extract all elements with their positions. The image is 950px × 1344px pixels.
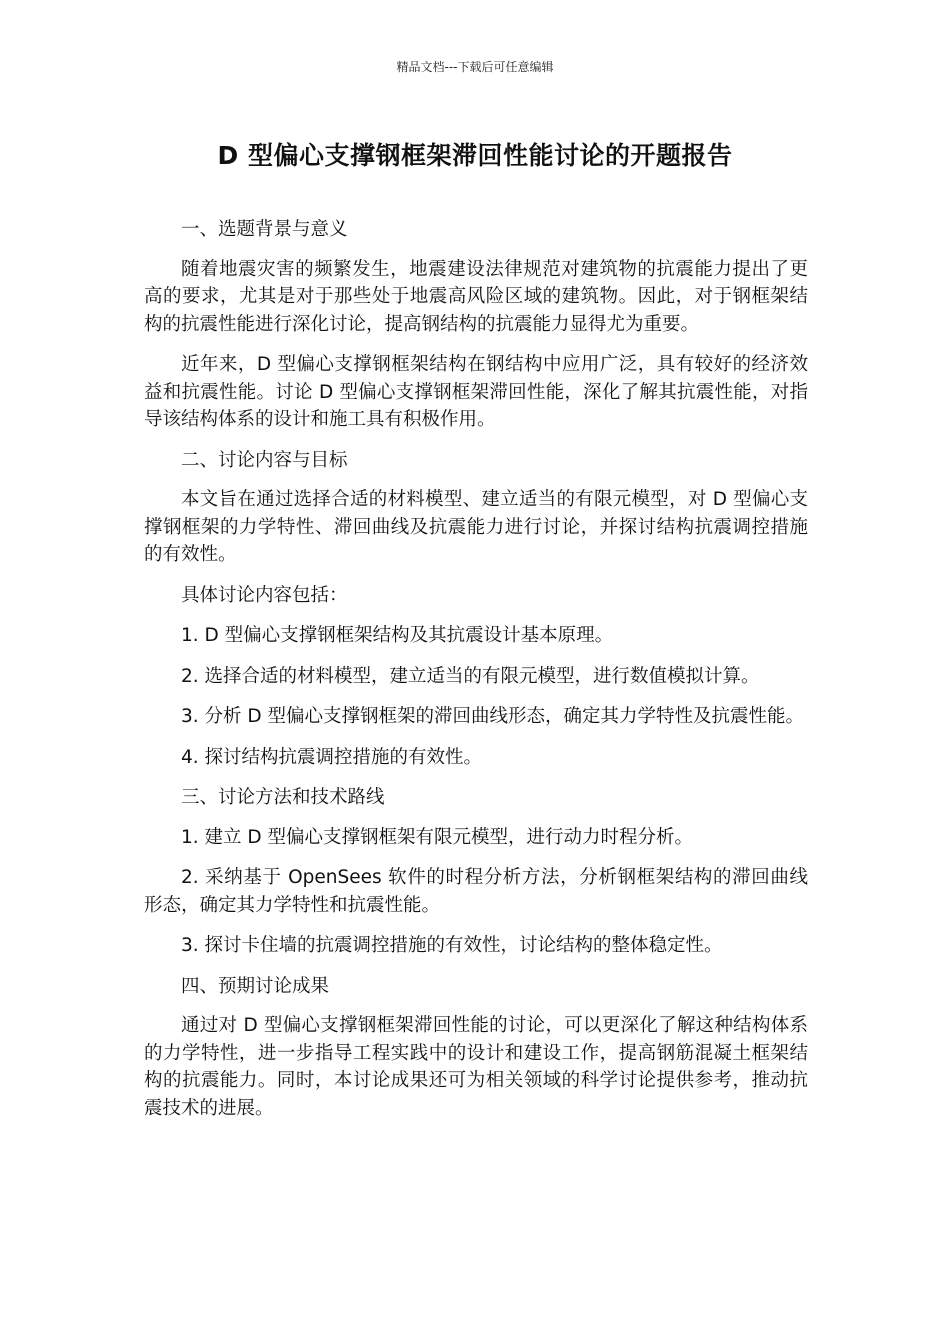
section-heading-expected-results: 四、预期讨论成果 <box>181 975 330 997</box>
list-item-content-4: 4. 探讨结构抗震调控措施的有效性。 <box>181 746 483 768</box>
document-title: D 型偏心支撑钢框架滞回性能讨论的开题报告 <box>217 141 733 170</box>
paragraph-content-list-intro: 具体讨论内容包括： <box>181 584 348 606</box>
paragraph-background-2: 近年来，D 型偏心支撑钢框架结构在钢结构中应用广泛，具有较好的经济效益和抗震性能。讨论 D 型偏心支撑钢框架滞回性能，深化了解其抗震性能，对指导该结构体系的设计和施工具有积极作用。 <box>144 354 808 430</box>
list-item-content-1: 1. D 型偏心支撑钢框架结构及其抗震设计基本原理。 <box>181 625 614 646</box>
list-item-method-2: 2. 采纳基于 OpenSees 软件的时程分析方法，分析钢框架结构的滞回曲线形态，确定其力学特性和抗震性能。 <box>144 867 808 916</box>
section-heading-background: 一、选题背景与意义 <box>181 219 348 240</box>
paragraph-background-1: 随着地震灾害的频繁发生，地震建设法律规范对建筑物的抗震能力提出了更高的要求，尤其是对于那些处于地震高风险区域的建筑物。因此，对于钢框架结构的抗震性能进行深化讨论，提高钢结构的抗震能力显得尤为重要。 <box>144 258 808 335</box>
paragraph-content-goals: 本文旨在通过选择合适的材料模型、建立适当的有限元模型，对 D 型偏心支撑钢框架的力学特性、滞回曲线及抗震能力进行讨论，并探讨结构抗震调控措施的有效性。 <box>144 489 808 565</box>
header-note: 精品文档---下载后可任意编辑 <box>396 60 554 74</box>
section-heading-content-goals: 二、讨论内容与目标 <box>181 449 348 471</box>
section-heading-methods: 三、讨论方法和技术路线 <box>181 787 385 808</box>
list-item-method-1: 1. 建立 D 型偏心支撑钢框架有限元模型，进行动力时程分析。 <box>181 826 694 848</box>
paragraph-expected-results: 通过对 D 型偏心支撑钢框架滞回性能的讨论，可以更深化了解这种结构体系的力学特性，进一步指导工程实践中的设计和建设工作，提高钢筋混凝土框架结构的抗震能力。同时，本讨论成果还可为相关领域的科学讨论提供参考，推动抗震技术的进展。 <box>144 1015 808 1119</box>
list-item-method-3: 3. 探讨卡住墙的抗震调控措施的有效性，讨论结构的整体稳定性。 <box>181 935 723 956</box>
list-item-content-2: 2. 选择合适的材料模型，建立适当的有限元模型，进行数值模拟计算。 <box>181 665 760 687</box>
document-body <box>144 216 808 1135</box>
list-item-content-3: 3. 分析 D 型偏心支撑钢框架的滞回曲线形态，确定其力学特性及抗震性能。 <box>181 706 805 727</box>
